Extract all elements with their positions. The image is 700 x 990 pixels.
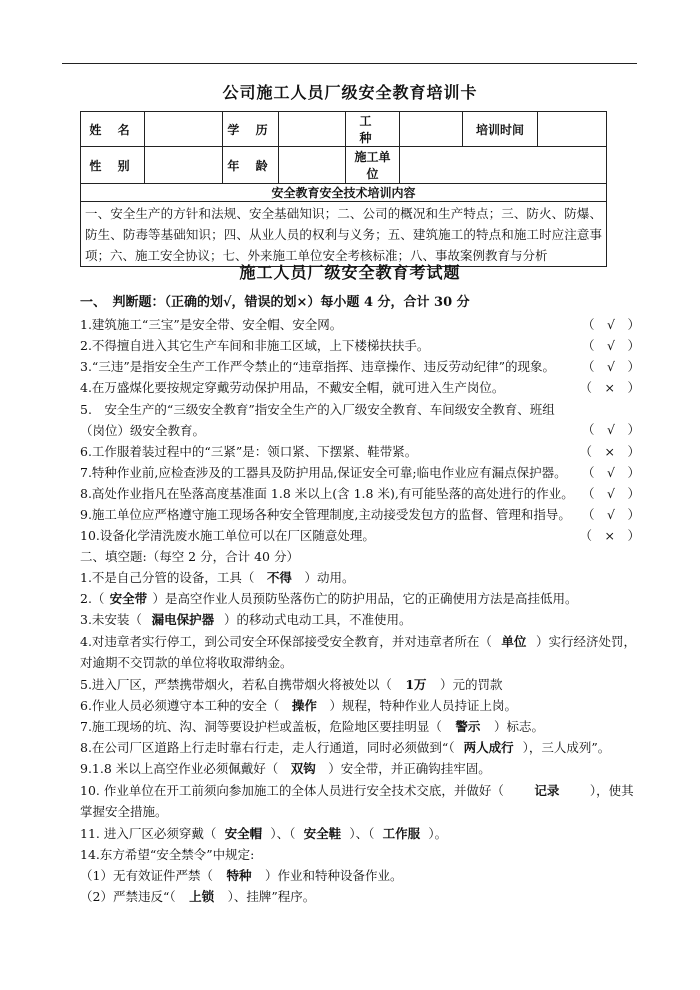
exam-title: 施工人员厂级安全教育考试题 xyxy=(239,263,461,282)
fill-item-10 xyxy=(80,780,640,822)
trade-value[interactable] xyxy=(400,112,463,147)
age-label: 年 龄 xyxy=(223,147,279,184)
fill-answer: 安全帽 xyxy=(224,826,263,841)
gender-label: 性 别 xyxy=(81,147,145,184)
unit-label: 施工单位 xyxy=(346,147,400,184)
judge-text: 5. 安全生产的“三级安全教育”指安全生产的入厂级安全教育、车间级安全教育、班组（岗位）级安全教育。 xyxy=(80,402,555,438)
judge-mark: （ √ ） xyxy=(582,422,640,437)
judge-item-7 xyxy=(80,464,640,482)
fill-text: 11. 进入厂区必须穿戴（ xyxy=(80,826,217,841)
header-rule xyxy=(62,63,637,64)
unit-value[interactable] xyxy=(400,147,607,184)
fill-text: ）、挂牌”程序。 xyxy=(227,889,316,904)
card-title: 公司施工人员厂级安全教育培训卡 xyxy=(222,83,478,102)
fill-answer: 安全带 xyxy=(109,591,148,606)
fill-text: 1.不是自己分管的设备，工具（ xyxy=(80,570,255,585)
fill-text: 7.施工现场的坑、沟、洞等要设护栏或盖板，危险地区要挂明显（ xyxy=(80,719,442,734)
judge-item-3 xyxy=(80,358,640,376)
fill-text: ）的移动式电动工具，不准使用。 xyxy=(223,612,412,627)
fill-text: 4.对违章者实行停工，到公司安全环保部接受安全教育，并对违章者所在（ xyxy=(80,634,492,649)
section1-heading: 一、 判断题：（正确的划√，错误的划×）每小题 4 分，合计 30 分 xyxy=(80,295,470,310)
fill-text: 5.进入厂区，严禁携带烟火，若私自携带烟火将被处以（ xyxy=(80,677,392,692)
fill-text: ）元的罚款 xyxy=(439,677,503,692)
judge-mark: （ √ ） xyxy=(582,465,640,480)
judge-item-5 xyxy=(80,399,560,441)
name-label: 姓 名 xyxy=(81,112,145,147)
fill-item-6 xyxy=(80,697,640,715)
fill-item-1 xyxy=(80,569,640,587)
judge-text: 6.工作服着装过程中的“三紧”是：领口紧、下摆紧、鞋带紧。 xyxy=(80,444,418,459)
judge-mark: （ √ ） xyxy=(582,359,640,374)
judge-item-10 xyxy=(80,527,640,545)
judge-item-8 xyxy=(80,485,640,503)
judge-mark: （ × ） xyxy=(579,528,640,543)
fill-item-14-1 xyxy=(80,867,640,885)
training-card-table xyxy=(80,111,607,267)
fill-text: ）实行经济处罚，对逾期不交罚款的单位将收取滞纳金。 xyxy=(80,634,636,670)
content-header: 安全教育安全技术培训内容 xyxy=(81,184,607,202)
judge-item-1 xyxy=(80,316,640,334)
fill-item-14-2 xyxy=(80,888,640,906)
trade-label: 工 种 xyxy=(346,112,400,147)
fill-text: ），使其掌握安全措施。 xyxy=(80,783,634,819)
fill-text: 3.未安装（ xyxy=(80,612,142,627)
training-time-label: 培训时间 xyxy=(463,112,538,147)
fill-item-3 xyxy=(80,611,640,629)
fill-text: ）作业和特种设备作业。 xyxy=(264,868,403,883)
fill-answer: 两人成行 xyxy=(463,740,514,755)
fill-answer: 1万 xyxy=(405,677,427,692)
fill-item-9 xyxy=(80,760,640,778)
judge-text: 4.在万盛煤化要按规定穿戴劳动保护用品，不戴安全帽，就可进入生产岗位。 xyxy=(80,380,505,395)
fill-answer: 单位 xyxy=(501,634,527,649)
fill-item-5 xyxy=(80,676,640,694)
fill-answer: 双钩 xyxy=(290,761,316,776)
age-value[interactable] xyxy=(279,147,346,184)
fill-answer: 警示 xyxy=(455,719,481,734)
fill-text: ）标志。 xyxy=(493,719,544,734)
fill-answer: 上锁 xyxy=(189,889,215,904)
name-value[interactable] xyxy=(145,112,223,147)
judge-text: 10.设备化学清洗废水施工单位可以在厂区随意处理。 xyxy=(80,528,375,543)
fill-item-14: 14.东方希望“安全禁令”中规定: xyxy=(80,847,255,862)
education-label: 学 历 xyxy=(223,112,279,147)
judge-text: 7.特种作业前,应检查涉及的工器具及防护用品,保证安全可靠;临电作业应有漏点保护器。 xyxy=(80,465,567,480)
judge-item-2 xyxy=(80,337,640,355)
fill-answer: 记录 xyxy=(534,783,560,798)
fill-text: ）、（ xyxy=(270,826,296,841)
judge-item-6 xyxy=(80,443,640,461)
fill-answer: 操作 xyxy=(291,698,317,713)
judge-mark: （ √ ） xyxy=(582,486,640,501)
content-text: 一、安全生产的方针和法规、安全基础知识；二、公司的概况和生产特点；三、防火、防爆、防生、防毒等基础知识；四、从业人员的权利与义务；五、建筑施工的特点和施工时应注意事项；六、施工安全协议；七、外来施工单位安全考核标准；八、事故案例教育与分析 xyxy=(81,202,607,267)
fill-text: ）动用。 xyxy=(304,570,355,585)
judge-text: 3.“三违”是指安全生产工作严令禁止的“违章指挥、违章操作、违反劳动纪律”的现象。 xyxy=(80,359,555,374)
fill-answer: 工作服 xyxy=(382,826,421,841)
judge-text: 2.不得擅自进入其它生产车间和非施工区域，上下楼梯扶扶手。 xyxy=(80,338,430,353)
fill-answer: 安全鞋 xyxy=(303,826,342,841)
judge-mark: （ √ ） xyxy=(582,507,640,522)
fill-text: ）。 xyxy=(428,826,448,841)
judge-item-4 xyxy=(80,379,640,397)
fill-answer: 特种 xyxy=(226,868,252,883)
fill-text: ）、（ xyxy=(349,826,375,841)
fill-text: ）规程，特种作业人员持证上岗。 xyxy=(329,698,517,713)
education-value[interactable] xyxy=(279,112,346,147)
section2-heading: 二、填空题:（每空 2 分，合计 40 分） xyxy=(80,549,299,564)
judge-text: 8.高处作业指凡在坠落高度基准面 1.8 米以上(含 1.8 米),有可能坠落的高处进行的作业。 xyxy=(80,486,574,501)
fill-text: 6.作业人员必须遵守本工种的安全（ xyxy=(80,698,280,713)
judge-item-9 xyxy=(80,506,640,524)
judge-mark: （ √ ） xyxy=(582,338,640,353)
fill-item-2 xyxy=(80,590,640,608)
fill-item-7 xyxy=(80,718,640,736)
fill-item-4 xyxy=(80,631,640,673)
fill-answer: 漏电保护器 xyxy=(151,612,215,627)
fill-answer: 不得 xyxy=(266,570,292,585)
fill-text: 2.（ xyxy=(80,591,105,606)
fill-text: ）是高空作业人员预防坠落伤亡的防护用品，它的正确使用方法是高挂低用。 xyxy=(152,591,578,606)
judge-text: 1.建筑施工“三宝”是安全带、安全帽、安全网。 xyxy=(80,317,343,332)
gender-value[interactable] xyxy=(145,147,223,184)
judge-mark: （ × ） xyxy=(579,380,640,395)
fill-text: （1）无有效证件严禁（ xyxy=(80,868,213,883)
fill-text: 8.在公司厂区道路上行走时靠右行走，走人行通道，同时必须做到“（ xyxy=(80,740,455,755)
judge-text: 9.施工单位应严格遵守施工现场各种安全管理制度,主动接受发包方的监督、管理和指导。 xyxy=(80,507,571,522)
fill-item-11 xyxy=(80,825,640,843)
fill-text: （2）严禁违反“（ xyxy=(80,889,176,904)
fill-text: ），三人成列”。 xyxy=(522,740,611,755)
fill-text: 10. 作业单位在开工前须向参加施工的全体人员进行安全技术交底，并做好（ xyxy=(80,783,504,798)
fill-text: ）安全带，并正确钩挂牢固。 xyxy=(328,761,491,776)
judge-mark: （ × ） xyxy=(579,444,640,459)
fill-text: 9.1.8 米以上高空作业必须佩戴好（ xyxy=(80,761,279,776)
judge-mark: （ √ ） xyxy=(582,317,640,332)
training-time-value[interactable] xyxy=(538,112,607,147)
fill-item-8 xyxy=(80,739,640,757)
